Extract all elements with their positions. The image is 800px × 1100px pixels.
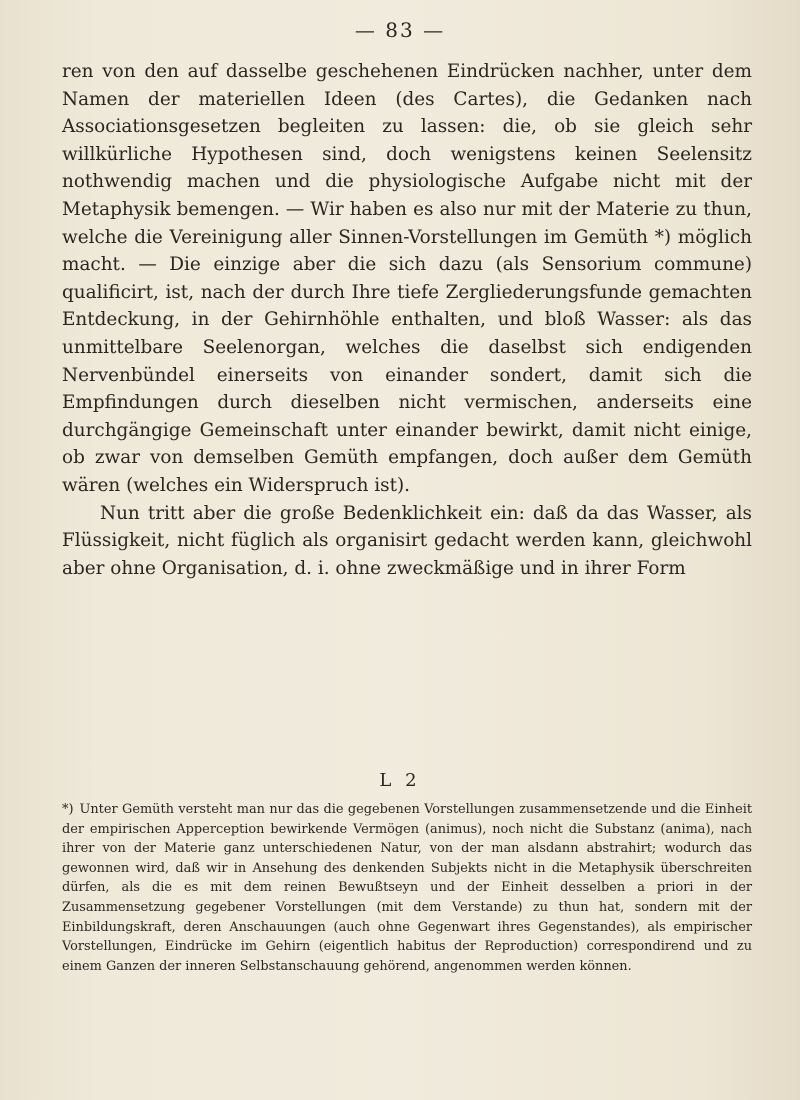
footnote: [62, 800, 752, 976]
paragraph-2: Nun tritt aber die große Bedenklichkeit ein: daß da das Wasser, als Flüssigkeit, nicht füglich als organisirt gedacht werden kann, gleichwohl aber ohne Organisation, d. i. ohne zweckmäßige und in ihrer Form: [62, 502, 752, 579]
footnote-mark: *): [62, 802, 74, 817]
page-number: — 83 —: [354, 18, 446, 42]
footnote-text: Unter Gemüth versteht man nur das die gegebenen Vorstellungen zusammensetzende und die Einheit der empirischen Apperception bewirkende Vermögen (animus), noch nicht die Substanz (anima), nach ihrer von der Materie ganz unterschiedenen Natur, von der man alsdann abstrahirt; wodurch das gewonnen wird, daß wir in Ansehung des denkenden Subjekts nicht in die Metaphysik überschreiten dürfen, als die es mit dem reinen Bewußtseyn und der Einheit desselben a priori in der Zusammensetzung gegebener Vorstellungen (mit dem Verstande) zu thun hat, sondern mit der Einbildungskraft, deren Anschauungen (auch ohne Gegenwart ihres Gegenstandes), als empirischer Vorstellungen, Eindrücke im Gehirn (eigentlich habitus der Reproduction) correspondirend und zu einem Ganzen der inneren Selbstanschauung gehörend, angenommen werden können.: [62, 802, 752, 974]
main-text: [62, 58, 752, 582]
paragraph-1: ren von den auf dasselbe geschehenen Eindrücken nachher, unter dem Namen der materiellen Ideen (des Cartes), die Gedanken nach Associationsgesetzen begleiten zu lassen: die, ob sie gleich sehr willkürliche Hypothesen sind, doch wenigstens keinen Seelensitz nothwendig machen und die physiologische Aufgabe nicht mit der Metaphysik bemengen. — Wir haben es also nur mit der Materie zu thun, welche die Vereinigung aller Sinnen-Vorstellungen im Gemüth *) möglich macht. — Die einzige aber die sich dazu (als Sensorium commune) qualificirt, ist, nach der durch Ihre tiefe Zergliederungsfunde gemachten Entdeckung, in der Gehirnhöhle enthalten, und bloß Wasser: als das unmittelbare Seelenorgan, welches die daselbst sich endigenden Nervenbündel einerseits von einander sondert, damit sich die Empfindungen durch dieselben nicht vermischen, anderseits eine durchgängige Gemeinschaft unter einander bewirkt, damit nicht einige, ob zwar von demselben Gemüth empfangen, doch außer dem Gemüth wären (welches ein Widerspruch ist).: [62, 61, 752, 496]
signature-mark: L 2: [379, 770, 421, 791]
